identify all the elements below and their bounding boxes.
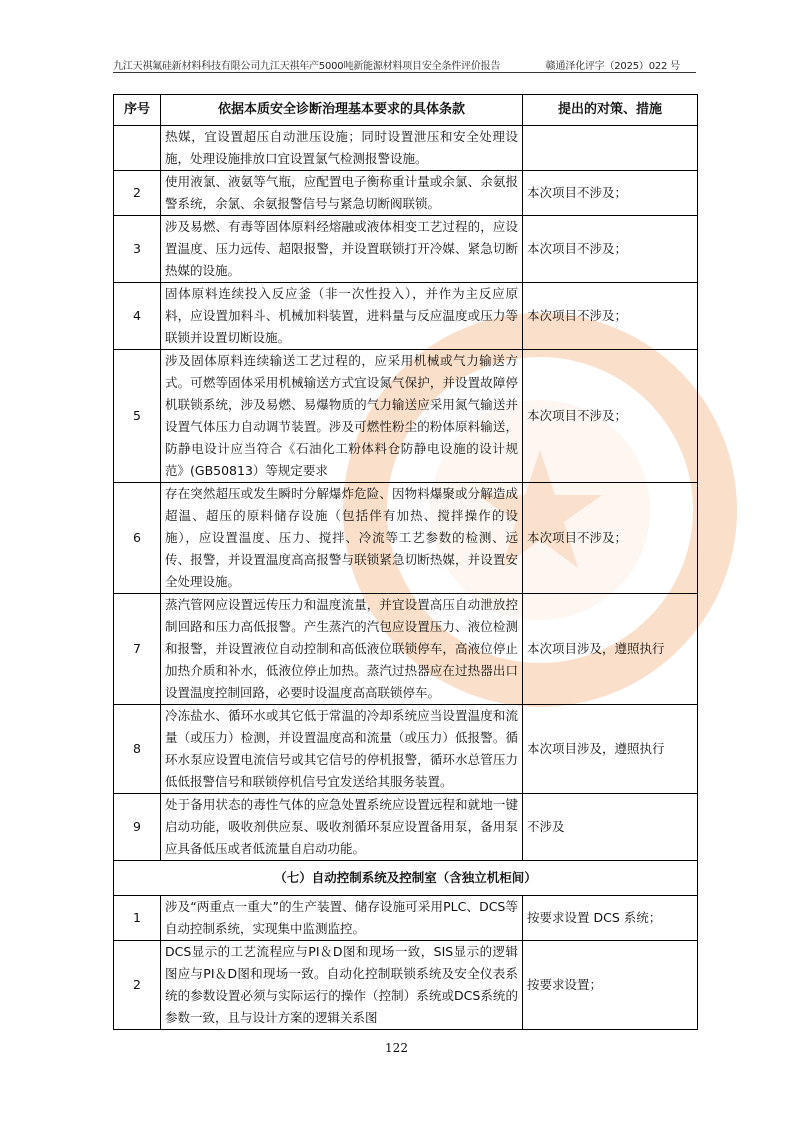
table-header-row — [114, 95, 698, 126]
row-no: 2 — [114, 171, 161, 216]
row-clause: 涉及固体原料连续输送工艺过程的，应采用机械或气力输送方式。可燃等固体采用机械输送方式宜设氮气保护，并设置故障停机联锁系统，涉及易燃、易爆物质的气力输送应采用氮气输送并设置气体压力自动调节装置。涉及可燃性粉尘的粉体原料输送，防静电设计应当符合《石油化工粉体料仓防静电设施的设计规范》(GB50813）等规定要求 — [161, 350, 523, 483]
row-no: 3 — [114, 216, 161, 283]
row-clause: 冷冻盐水、循环水或其它低于常温的冷却系统应当设置温度和流量（或压力）检测，并设置温度高和流量（或压力）低报警。循环水泵应设置电流信号或其它信号的停机报警，循环水总管压力低低报警信号和联锁停机信号宜发送给其服务装置。 — [161, 705, 523, 794]
row-measure: 本次项目涉及，遵照执行 — [523, 594, 698, 705]
row-no: 5 — [114, 350, 161, 483]
header-clause: 依据本质安全诊断治理基本要求的具体条款 — [161, 95, 523, 126]
requirements-table — [113, 94, 698, 1030]
table-row — [114, 171, 698, 216]
row-clause: 固体原料连续投入反应釜（非一次性投入），并作为主反应原料，应设置加料斗、机械加料装置，进料量与反应温度或压力等联锁并设置切断设施。 — [161, 283, 523, 350]
row-clause: DCS显示的工艺流程应与PI＆D图和现场一致，SIS显示的逻辑图应与PI＆D图和现场一致。自动化控制联锁系统及安全仪表系统的参数设置必须与实际运行的操作（控制）系统或DCS系统的参数一致，且与设计方案的逻辑关系图 — [161, 941, 523, 1030]
row-measure: 本次项目涉及，遵照执行 — [523, 705, 698, 794]
table-row — [114, 941, 698, 1030]
row-measure — [523, 126, 698, 171]
header-no: 序号 — [114, 95, 161, 126]
row-no: 8 — [114, 705, 161, 794]
row-measure: 不涉及 — [523, 794, 698, 861]
section-title: （七）自动控制系统及控制室（含独立机柜间） — [114, 861, 698, 896]
row-no: 6 — [114, 483, 161, 594]
row-no: 2 — [114, 941, 161, 1030]
row-measure: 本次项目不涉及； — [523, 350, 698, 483]
table-row — [114, 283, 698, 350]
table-row — [114, 705, 698, 794]
row-no: 4 — [114, 283, 161, 350]
row-clause: 热媒，宜设置超压自动泄压设施；同时设置泄压和安全处理设施，处理设施排放口宜设置氯气检测报警设施。 — [161, 126, 523, 171]
table-row — [114, 483, 698, 594]
header-measure: 提出的对策、措施 — [523, 95, 698, 126]
row-clause: 涉及“两重点一重大”的生产装置、储存设施可采用PLC、DCS等自动控制系统，实现集中监测监控。 — [161, 896, 523, 941]
row-no: 1 — [114, 896, 161, 941]
row-measure: 本次项目不涉及； — [523, 216, 698, 283]
row-measure: 本次项目不涉及； — [523, 483, 698, 594]
header-right: 赣通泽化评字（2025）022 号 — [545, 61, 680, 72]
row-measure: 本次项目不涉及； — [523, 283, 698, 350]
row-clause: 涉及易燃、有毒等固体原料经熔融或液体相变工艺过程的，应设置温度、压力远传、超限报警，并设置联锁打开冷媒、紧急切断热媒的设施。 — [161, 216, 523, 283]
table-row — [114, 216, 698, 283]
header-left: 九江天祺氟硅新材料科技有限公司九江天祺年产5000吨新能源材料项目安全条件评价报告 — [113, 61, 501, 72]
table-row — [114, 350, 698, 483]
row-clause: 使用液氯、液氨等气瓶，应配置电子衡称重计量或余氯、余氨报警系统，余氯、余氨报警信号与紧急切断阀联锁。 — [161, 171, 523, 216]
row-no — [114, 126, 161, 171]
row-clause: 蒸汽管网应设置远传压力和温度流量，并宜设置高压自动泄放控制回路和压力高低报警。产生蒸汽的汽包应设置压力、液位检测和报警，并设置液位自动控制和高低液位联锁停车，高液位停止加热介质和补水，低液位停止加热。蒸汽过热器应在过热器出口设置温度控制回路，必要时设温度高高联锁停车。 — [161, 594, 523, 705]
row-no: 7 — [114, 594, 161, 705]
row-measure: 按要求设置； — [523, 941, 698, 1030]
table-row — [114, 594, 698, 705]
row-measure: 按要求设置 DCS 系统； — [523, 896, 698, 941]
row-measure: 本次项目不涉及； — [523, 171, 698, 216]
row-no: 9 — [114, 794, 161, 861]
section-row — [114, 861, 698, 896]
table-row — [114, 794, 698, 861]
page-number: 122 — [385, 1041, 408, 1055]
table-row — [114, 126, 698, 171]
table-row — [114, 896, 698, 941]
row-clause: 处于备用状态的毒性气体的应急处置系统应设置远程和就地一键启动功能，吸收剂供应泵、吸收剂循环泵应设置备用泵，备用泵应具备低压或者低流量自启动功能。 — [161, 794, 523, 861]
header-rule — [113, 72, 696, 73]
running-header — [113, 57, 680, 72]
row-clause: 存在突然超压或发生瞬时分解爆炸危险、因物料爆聚或分解造成超温、超压的原料储存设施（包括伴有加热、搅拌操作的设施），应设置温度、压力、搅拌、冷流等工艺参数的检测、远传、报警，并设置温度高高报警与联锁紧急切断热媒，并设置安全处理设施。 — [161, 483, 523, 594]
